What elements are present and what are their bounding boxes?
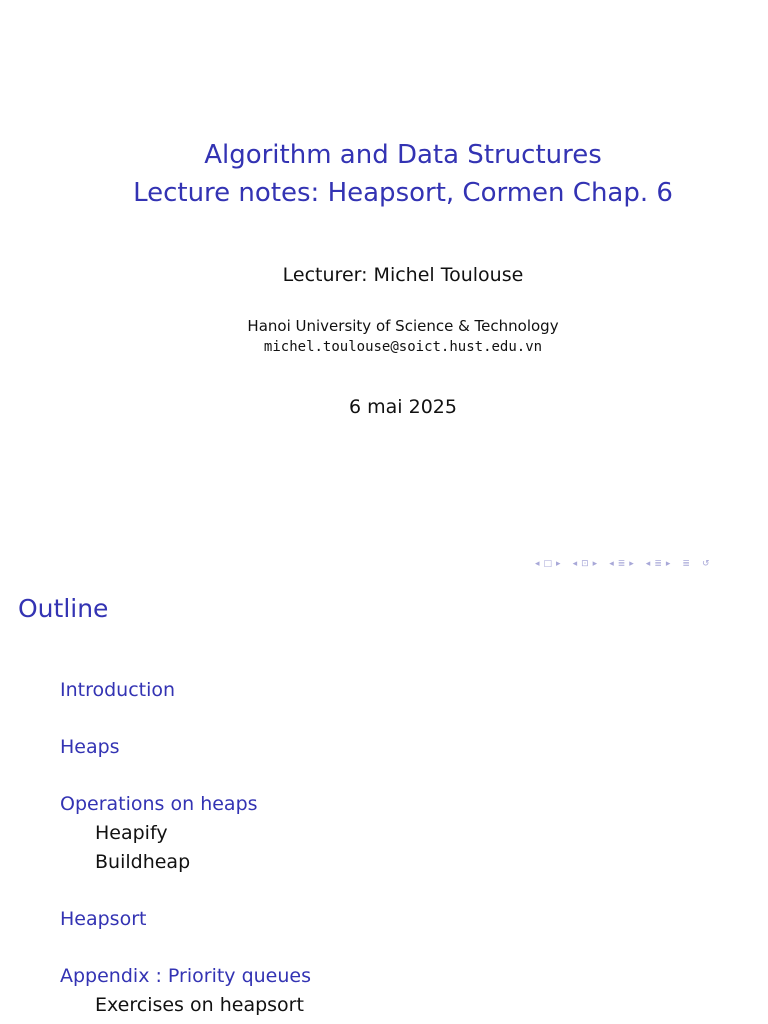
presentation-title [0,136,768,212]
toc-subsection-exercises-on-heapsort[interactable]: Exercises on heapsort [95,994,304,1016]
nav-section-icon[interactable]: ≣ [617,559,626,569]
toc-section-operations-on-heaps[interactable]: Operations on heaps [60,793,258,815]
toc-group [60,733,740,762]
nav-prev-section-icon[interactable]: ◂ [609,559,614,569]
toc-section-heaps[interactable]: Heaps [60,736,120,758]
nav-prev-frame-icon[interactable]: ◂ [535,559,540,569]
toc-group [60,905,740,934]
lecturer-email: michel.toulouse@soict.hust.edu.vn [263,339,543,355]
outline-slide [0,580,768,1024]
toc-section-appendix-priority-queues[interactable]: Appendix : Priority queues [60,965,311,987]
toc-group [60,790,740,877]
institute-name: Hanoi University of Science & Technology [247,317,559,335]
toc-group [60,962,740,1020]
frame-title: Outline [18,594,109,623]
institute-block [0,316,768,358]
nav-prev-subsection-icon[interactable]: ◂ [572,559,578,569]
title-line-2: Lecture notes: Heapsort, Cormen Chap. 6 [133,178,673,208]
toc-section-heapsort[interactable]: Heapsort [60,908,147,930]
nav-toc-icon[interactable]: ≣ [682,559,690,569]
table-of-contents [60,676,740,1020]
nav-next-part-icon[interactable]: ▸ [665,559,671,569]
beamer-navigation-bar [534,556,711,572]
nav-next-section-icon[interactable]: ▸ [629,559,634,569]
toc-section-introduction[interactable]: Introduction [60,679,176,701]
nav-next-subsection-icon[interactable]: ▸ [592,559,598,569]
lecturer-name: Lecturer: Michel Toulouse [282,264,524,286]
nav-subsection-icon[interactable]: ⊡ [581,559,589,569]
nav-back-icon[interactable]: ↺ [701,559,710,569]
toc-subsection-heapify[interactable]: Heapify [95,822,168,844]
toc-group [60,676,740,705]
nav-prev-part-icon[interactable]: ◂ [645,559,651,569]
nav-frame-icon[interactable]: □ [543,559,553,569]
nav-next-frame-icon[interactable]: ▸ [556,559,561,569]
presentation-date: 6 mai 2025 [349,396,457,418]
nav-part-icon[interactable]: ≣ [654,559,662,569]
toc-subsection-buildheap[interactable]: Buildheap [95,851,191,873]
title-line-1: Algorithm and Data Structures [204,140,602,170]
